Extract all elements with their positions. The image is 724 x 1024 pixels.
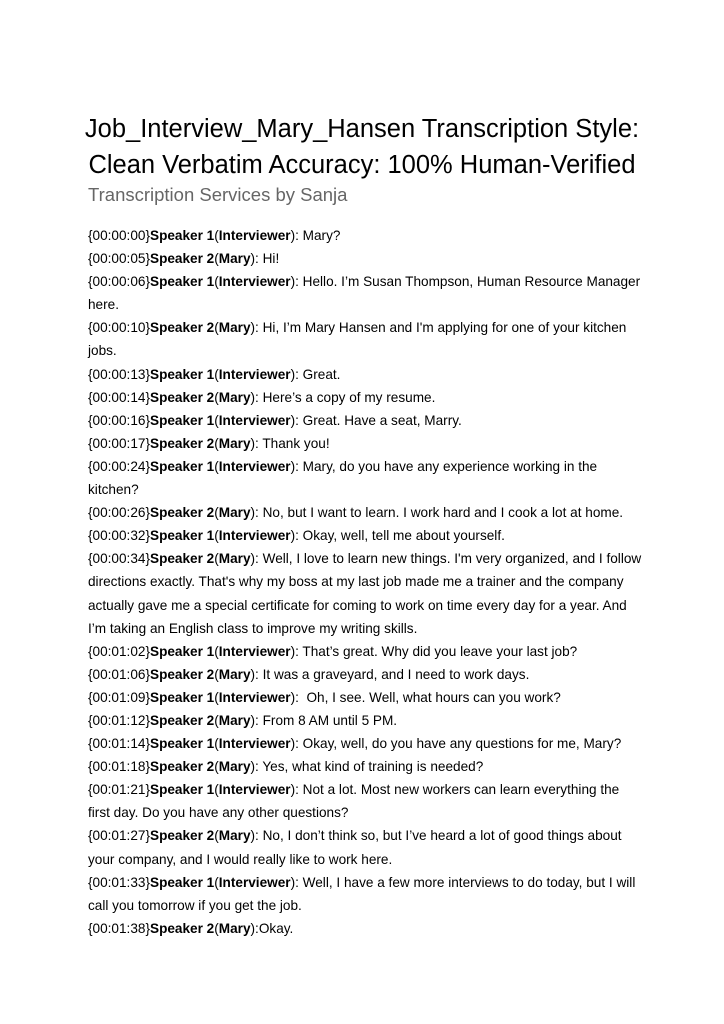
title-line-2: Clean Verbatim Accuracy: 100% Human-Verified [88, 151, 636, 179]
utterance-text: Okay. [258, 920, 294, 936]
utterance-text: From 8 AM until 5 PM. [262, 712, 398, 728]
speaker-role: Mary [218, 666, 251, 682]
separator: : [255, 251, 263, 267]
separator: : [295, 643, 303, 659]
separator: : [295, 736, 303, 752]
separator: : [255, 389, 263, 405]
speaker-label: Speaker 1 [150, 458, 215, 474]
separator: : [295, 458, 303, 474]
utterance-text: Not a lot. Most new workers can learn everything the first day. Do you have any other questions? [88, 782, 620, 821]
separator: : [295, 366, 303, 382]
speaker-label: Speaker 2 [150, 389, 215, 405]
speaker-role: Interviewer [218, 458, 291, 474]
separator: : [255, 505, 263, 521]
separator: : [255, 666, 263, 682]
separator: : [255, 435, 263, 451]
separator: : [295, 228, 303, 243]
transcript-entry: {00:00:17}Speaker 2(Mary): Thank you! [88, 435, 330, 451]
timestamp: {00:01:06} [88, 666, 150, 682]
transcript-entry: {00:00:05}Speaker 2(Mary): Hi! [88, 251, 280, 267]
speaker-role: Mary [218, 251, 251, 267]
speaker-label: Speaker 2 [150, 759, 215, 775]
speaker-label: Speaker 2 [150, 251, 215, 267]
speaker-role: Mary [218, 759, 251, 775]
separator: : [295, 528, 303, 544]
document-subtitle: Transcription Services by Sanja [88, 184, 348, 205]
utterance-text: That’s great. Why did you leave your last job? [302, 643, 578, 659]
transcript-entry: {00:00:26}Speaker 2(Mary): No, but I want to learn. I work hard and I cook a lot at home. [88, 505, 624, 521]
transcript-entry: {00:01:02}Speaker 1(Interviewer): That’s great. Why did you leave your last job? [88, 643, 578, 659]
separator: : [295, 874, 303, 890]
speaker-role: Interviewer [218, 643, 291, 659]
timestamp: {00:01:02} [88, 643, 150, 659]
utterance-text: Yes, what kind of training is needed? [262, 759, 484, 775]
speaker-role: Mary [218, 551, 251, 567]
timestamp: {00:01:09} [88, 689, 150, 705]
speaker-role: Interviewer [218, 874, 291, 890]
speaker-label: Speaker 2 [150, 435, 215, 451]
separator: : [295, 782, 303, 798]
transcript-entry: {00:01:09}Speaker 1(Interviewer): Oh, I see. Well, what hours can you work? [88, 689, 561, 705]
timestamp: {00:01:12} [88, 712, 150, 728]
speaker-role: Interviewer [218, 412, 291, 428]
separator: : [295, 412, 303, 428]
speaker-label: Speaker 2 [150, 828, 215, 844]
transcript-entry: {00:00:24}Speaker 1(Interviewer): Mary, do you have any experience working in the kitchen? [88, 458, 598, 498]
speaker-role: Mary [218, 920, 251, 936]
separator: : [255, 712, 263, 728]
separator: : [255, 828, 263, 844]
speaker-role: Interviewer [218, 228, 291, 243]
utterance-text: Oh, I see. Well, what hours can you work? [306, 689, 561, 705]
speaker-label: Speaker 2 [150, 666, 215, 682]
timestamp: {00:00:34} [88, 551, 150, 567]
utterance-text: No, but I want to learn. I work hard and I cook a lot at home. [262, 505, 624, 521]
timestamp: {00:00:26} [88, 505, 150, 521]
timestamp: {00:00:24} [88, 458, 150, 474]
speaker-label: Speaker 1 [150, 274, 215, 290]
transcript-entry: {00:00:10}Speaker 2(Mary): Hi, I’m Mary Hansen and I'm applying for one of your kitchen jobs. [88, 320, 627, 359]
transcript-list [88, 224, 644, 940]
transcript-entry: {00:01:33}Speaker 1(Interviewer): Well, I have a few more interviews to do today, but I will call you tomorrow if you get the job. [88, 874, 636, 913]
transcript-entry: {00:00:06}Speaker 1(Interviewer): Hello. I’m Susan Thompson, Human Resource Manager here. [88, 274, 641, 313]
speaker-role: Mary [218, 712, 251, 728]
transcript-entry: {00:00:13}Speaker 1(Interviewer): Great. [88, 366, 341, 382]
separator: : [255, 759, 263, 775]
speaker-role: Interviewer [218, 689, 291, 705]
utterance-text: No, I don’t think so, but I’ve heard a lot of good things about your company, and I would really like to work here. [88, 828, 622, 867]
speaker-role: Interviewer [218, 528, 291, 544]
transcript-entry: {00:01:06}Speaker 2(Mary): It was a graveyard, and I need to work days. [88, 666, 530, 682]
transcript-entry: {00:00:16}Speaker 1(Interviewer): Great. Have a seat, Marry. [88, 412, 462, 428]
utterance-text: Well, I have a few more interviews to do today, but I will call you tomorrow if you get the job. [88, 874, 636, 913]
document-title [40, 111, 684, 183]
timestamp: {00:00:17} [88, 435, 150, 451]
utterance-text: Hello. I’m Susan Thompson, Human Resource Manager here. [88, 274, 641, 313]
separator: : [295, 689, 307, 705]
speaker-label: Speaker 1 [150, 643, 215, 659]
transcript-entry: {00:01:18}Speaker 2(Mary): Yes, what kind of training is needed? [88, 759, 484, 775]
timestamp: {00:00:05} [88, 251, 150, 267]
utterance-text: Thank you! [262, 435, 330, 451]
utterance-text: Here’s a copy of my resume. [262, 389, 436, 405]
utterance-text: Okay, well, do you have any questions for me, Mary? [302, 736, 622, 752]
timestamp: {00:01:27} [88, 828, 150, 844]
speaker-role: Mary [218, 505, 251, 521]
separator: : [295, 274, 303, 290]
speaker-label: Speaker 1 [150, 366, 215, 382]
timestamp: {00:00:32} [88, 528, 150, 544]
timestamp: {00:00:13} [88, 366, 150, 382]
speaker-label: Speaker 2 [150, 505, 215, 521]
speaker-role: Mary [218, 320, 251, 336]
timestamp: {00:00:10} [88, 320, 150, 336]
timestamp: {00:01:33} [88, 874, 150, 890]
speaker-label: Speaker 1 [150, 874, 215, 890]
timestamp: {00:00:14} [88, 389, 150, 405]
separator: : [255, 551, 263, 567]
utterance-text: Hi! [262, 251, 280, 267]
timestamp: {00:01:21} [88, 782, 150, 798]
speaker-role: Mary [218, 828, 251, 844]
speaker-role: Mary [218, 389, 251, 405]
transcript-entry: {00:00:34}Speaker 2(Mary): Well, I love to learn new things. I'm very organized, and I follow directions exactly. That's why my boss at my last job made me a trainer and the company actually gave me a special certificate for coming to work on time every day for a year. And I’m taking an English class to improve my writing skills. [88, 551, 642, 636]
utterance-text: It was a graveyard, and I need to work days. [262, 666, 530, 682]
timestamp: {00:01:18} [88, 759, 150, 775]
timestamp: {00:00:00} [88, 228, 150, 243]
transcript-entry: {00:00:00}Speaker 1(Interviewer): Mary? [88, 228, 341, 243]
speaker-label: Speaker 2 [150, 712, 215, 728]
utterance-text: Mary? [302, 228, 341, 243]
speaker-role: Mary [218, 435, 251, 451]
speaker-label: Speaker 1 [150, 782, 215, 798]
separator: : [255, 920, 259, 936]
transcript-entry: {00:01:14}Speaker 1(Interviewer): Okay, well, do you have any questions for me, Mary? [88, 736, 622, 752]
speaker-label: Speaker 2 [150, 920, 215, 936]
utterance-text: Okay, well, tell me about yourself. [302, 528, 505, 544]
separator: : [255, 320, 263, 336]
speaker-role: Interviewer [218, 274, 291, 290]
transcript-entry: {00:01:38}Speaker 2(Mary):Okay. [88, 920, 294, 936]
utterance-text: Well, I love to learn new things. I'm very organized, and I follow directions exactly. That's why my boss at my last job made me a trainer and the company actually gave me a special certificate for coming to work on time every day for a year. And I’m taking an English class to improve my writing skills. [88, 551, 642, 636]
speaker-label: Speaker 2 [150, 551, 215, 567]
title-line-1: Job_Interview_Mary_Hansen Transcription Style: [84, 115, 640, 143]
utterance-text: Hi, I’m Mary Hansen and I'm applying for one of your kitchen jobs. [88, 320, 627, 359]
timestamp: {00:01:38} [88, 920, 150, 936]
utterance-text: Great. [302, 366, 341, 382]
utterance-text: Great. Have a seat, Marry. [302, 412, 462, 428]
speaker-role: Interviewer [218, 736, 291, 752]
transcript-entry: {00:01:21}Speaker 1(Interviewer): Not a lot. Most new workers can learn everything the first day. Do you have any other questions? [88, 782, 620, 821]
speaker-label: Speaker 2 [150, 320, 215, 336]
speaker-role: Interviewer [218, 782, 291, 798]
transcript-entry: {00:00:14}Speaker 2(Mary): Here’s a copy of my resume. [88, 389, 436, 405]
timestamp: {00:01:14} [88, 736, 150, 752]
transcript-entry: {00:01:27}Speaker 2(Mary): No, I don’t think so, but I’ve heard a lot of good things about your company, and I would really like to work here. [88, 828, 622, 867]
transcript-entry: {00:00:32}Speaker 1(Interviewer): Okay, well, tell me about yourself. [88, 528, 505, 544]
speaker-label: Speaker 1 [150, 689, 215, 705]
timestamp: {00:00:06} [88, 274, 150, 290]
speaker-role: Interviewer [218, 366, 291, 382]
transcript-entry: {00:01:12}Speaker 2(Mary): From 8 AM until 5 PM. [88, 712, 398, 728]
speaker-label: Speaker 1 [150, 736, 215, 752]
speaker-label: Speaker 1 [150, 528, 215, 544]
speaker-label: Speaker 1 [150, 228, 215, 243]
timestamp: {00:00:16} [88, 412, 150, 428]
speaker-label: Speaker 1 [150, 412, 215, 428]
utterance-text: Mary, do you have any experience working in the kitchen? [88, 458, 598, 498]
